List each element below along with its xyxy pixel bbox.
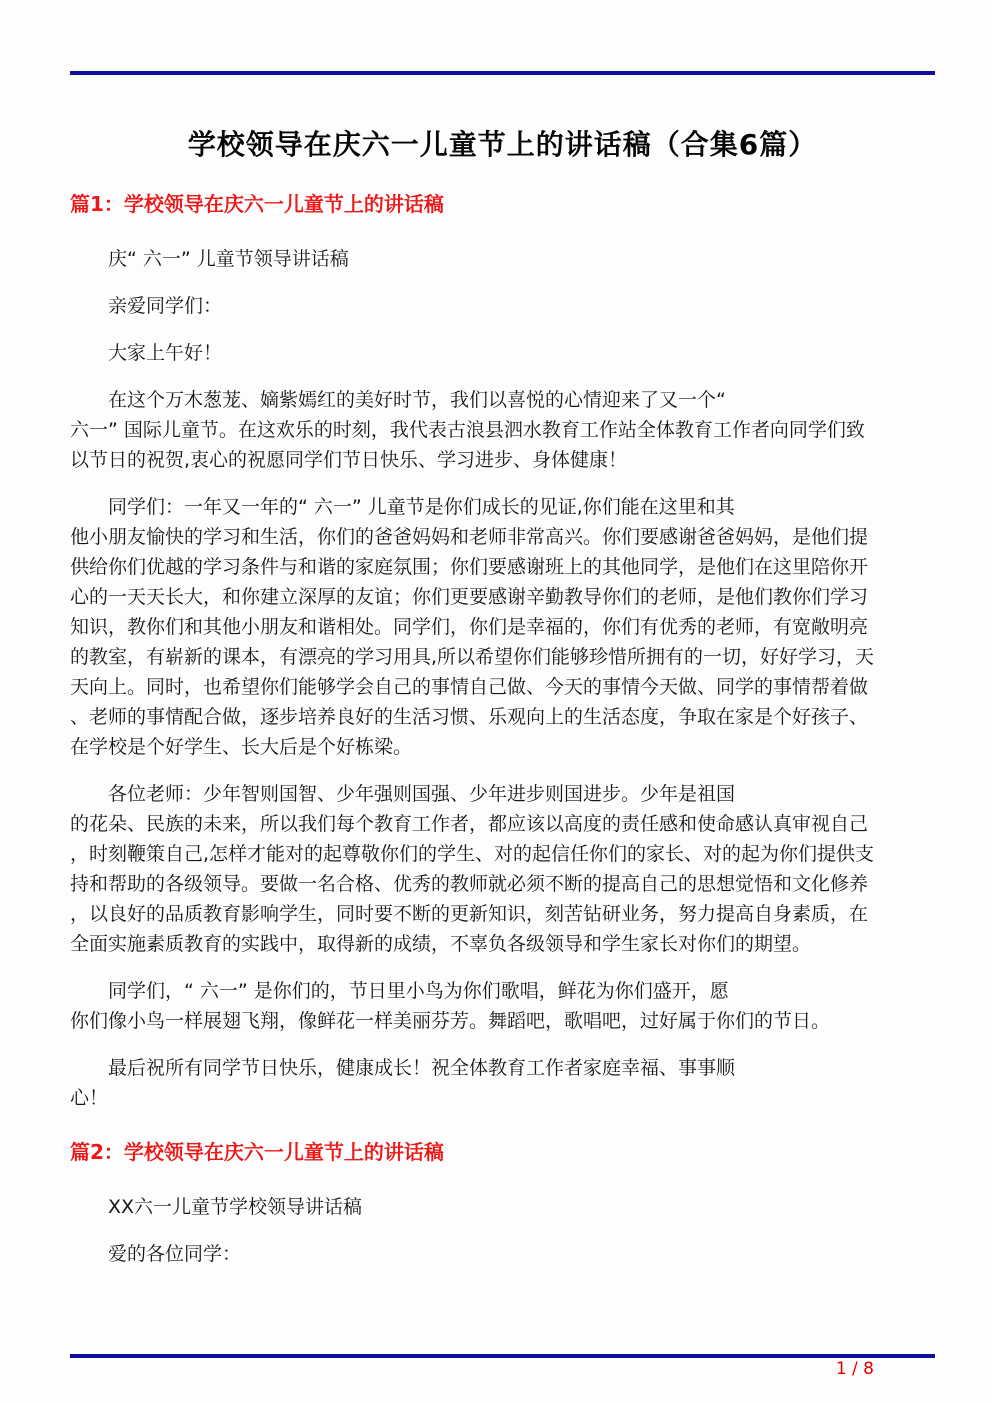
paragraph — [70, 779, 935, 959]
text-line: 六一” 国际儿童节。在这欢乐的时刻，我代表古浪县泗水教育工作站全体教育工作者向同学们致 — [70, 419, 865, 441]
paragraph — [70, 1053, 935, 1113]
text-line: 各位老师：少年智则国智、少年强则国强、少年进步则国进步。少年是祖国 — [108, 783, 736, 805]
text-line: 以节日的祝贺,衷心的祝愿同学们节日快乐、学习进步、身体健康！ — [70, 449, 628, 471]
page-content — [0, 71, 992, 1269]
text-line: 的花朵、民族的未来，所以我们每个教育工作者，都应该以高度的责任感和使命感认真审视自己 — [70, 813, 869, 835]
text-line: 庆“ 六一” 儿童节领导讲话稿 — [108, 248, 349, 270]
text-line: 他小朋友愉快的学习和生活，你们的爸爸妈妈和老师非常高兴。你们要感谢爸爸妈妈，是他们提 — [70, 526, 869, 548]
text-line: 持和帮助的各级领导。要做一名合格、优秀的教师就必须不断的提高自己的思想觉悟和文化修养 — [70, 873, 869, 895]
text-line: 爱的各位同学： — [108, 1243, 242, 1265]
text-line: 在学校是个好学生、长大后是个好栋梁。 — [70, 736, 413, 758]
paragraph — [70, 291, 935, 321]
text-line: 天向上。同时，也希望你们能够学会自己的事情自己做、今天的事情今天做、同学的事情帮着做 — [70, 676, 869, 698]
footer-rule — [70, 1354, 935, 1358]
text-line: 知识，教你们和其他小朋友和谐相处。同学们，你们是幸福的，你们有优秀的老师，有宽敞明亮 — [70, 616, 869, 638]
text-line: 全面实施素质教育的实践中，取得新的成绩，不辜负各级领导和学生家长对你们的期望。 — [70, 933, 812, 955]
section-heading: 篇2：学校领导在庆六一儿童节上的讲话稿 — [70, 1140, 444, 1164]
document-title: 学校领导在庆六一儿童节上的讲话稿（合集6篇） — [187, 128, 818, 161]
text-line: XX六一儿童节学校领导讲话稿 — [108, 1196, 363, 1218]
text-line: 的教室，有崭新的课本，有漂亮的学习用具,所以希望你们能够珍惜所拥有的一切，好好学习，天 — [70, 646, 875, 668]
text-line: 心！ — [70, 1087, 109, 1109]
text-line: ，以良好的品质教育影响学生，同时要不断的更新知识，刻苦钻研业务，努力提高自身素质，在 — [70, 903, 869, 925]
paragraph — [70, 244, 935, 274]
paragraph — [70, 1239, 935, 1269]
paragraph — [70, 1192, 935, 1222]
text-line: 同学们：一年又一年的“ 六一” 儿童节是你们成长的见证,你们能在这里和其 — [108, 496, 735, 518]
paragraph — [70, 338, 935, 368]
paragraph — [70, 976, 935, 1036]
section-heading: 篇1：学校领导在庆六一儿童节上的讲话稿 — [70, 192, 444, 216]
text-line: 你们像小鸟一样展翅飞翔，像鲜花一样美丽芬芳。舞蹈吧，歌唱吧，过好属于你们的节日。 — [70, 1010, 831, 1032]
text-line: 供给你们优越的学习条件与和谐的家庭氛围；你们要感谢班上的其他同学，是他们在这里陪你开 — [70, 556, 869, 578]
text-line: 在这个万木葱茏、嫡紫嫣红的美好时节，我们以喜悦的心情迎来了又一个“ — [108, 389, 726, 411]
document-body — [70, 191, 935, 1269]
text-line: 大家上午好！ — [108, 342, 223, 364]
paragraph — [70, 385, 935, 475]
text-line: 最后祝所有同学节日快乐，健康成长！祝全体教育工作者家庭幸福、事事顺 — [108, 1057, 736, 1079]
text-line: 、老师的事情配合做，逐步培养良好的生活习惯、乐观向上的生活态度，争取在家是个好孩子、 — [70, 706, 869, 728]
paragraph — [70, 492, 935, 762]
text-line: 心的一天天长大，和你建立深厚的友谊；你们更要感谢辛勤教导你们的老师，是他们教你们学习 — [70, 586, 869, 608]
text-line: ，时刻鞭策自己,怎样才能对的起尊敬你们的学生、对的起信任你们的家长、对的起为你们提供支 — [70, 843, 875, 865]
page-number: 1 / 8 — [835, 1359, 874, 1379]
text-line: 同学们，“ 六一” 是你们的，节日里小鸟为你们歌唱，鲜花为你们盛开，愿 — [108, 980, 729, 1002]
header-rule — [70, 71, 935, 75]
text-line: 亲爱同学们： — [108, 295, 223, 317]
